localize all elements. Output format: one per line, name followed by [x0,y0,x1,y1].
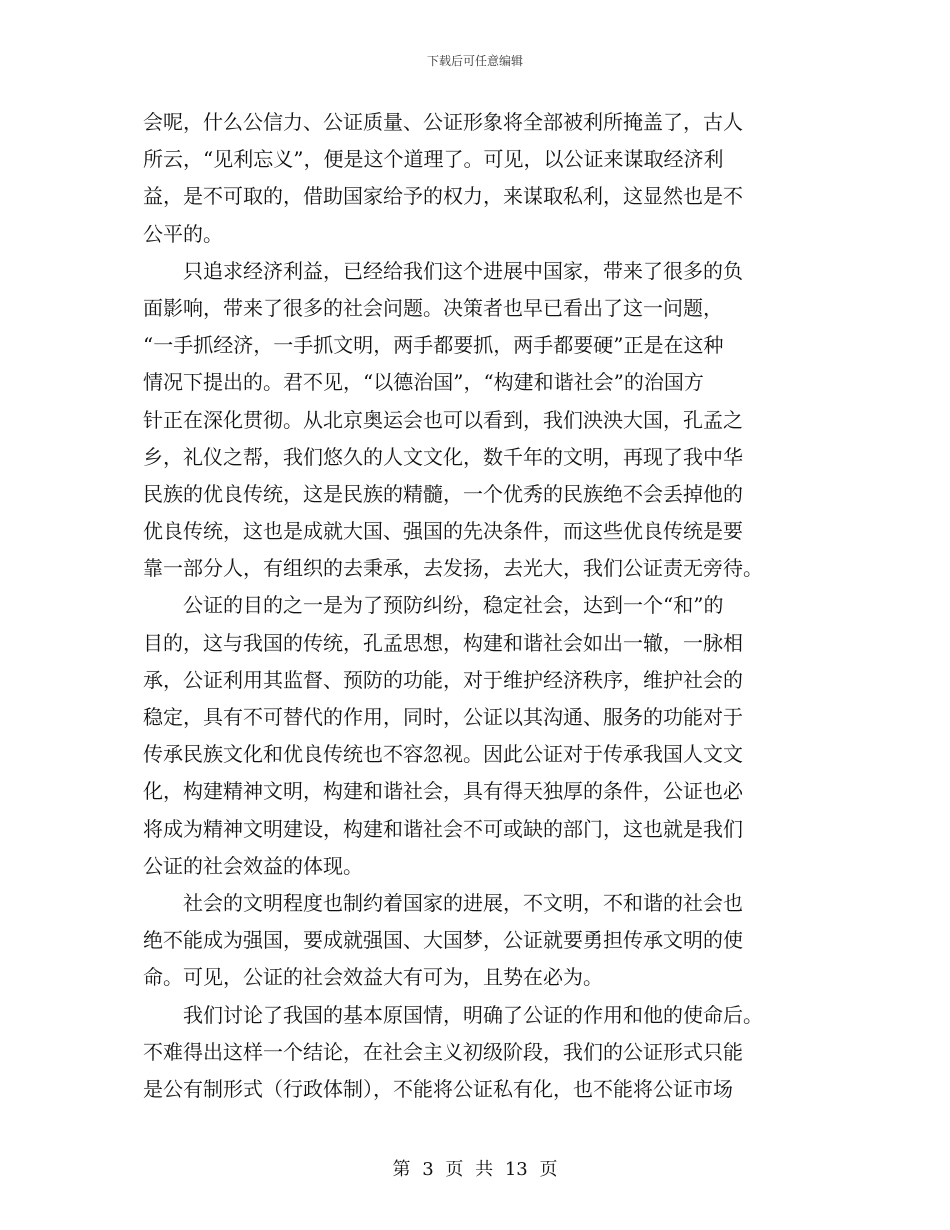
text-line: 稳定，具有不可替代的作用，同时，公证以其沟通、服务的功能对于 [143,705,743,729]
text-line: 所云，“见利忘义”，便是这个道理了。可见，以公证来谋取经济利 [143,147,724,172]
text-line: 益，是不可取的，借助国家给予的权力，来谋取私利，这显然也是不 [143,184,743,209]
page-number-footer: 第 3 页 共 13 页 [392,1159,558,1180]
text-line: 公平的。 [143,221,223,246]
text-line: 面影响，带来了很多的社会问题。决策者也早已看出了这一问题， [143,295,723,320]
page-header: 下载后可任意编辑 [426,54,523,68]
text-line: 目的，这与我国的传统，孔孟思想，构建和谐社会如出一辙，一脉相 [143,630,743,655]
text-line: 公证的目的之一是为了预防纠纷，稳定社会，达到一个“和”的 [143,593,724,618]
text-line: 是公有制形式（行政体制），不能将公证私有化，也不能将公证市场 [143,1076,733,1101]
text-line: 公证的社会效益的体现。 [143,853,363,878]
text-line: 靠一部分人，有组织的去秉承，去发扬，去光大，我们公证责无旁待。 [143,556,763,581]
text-line: 会呢，什么公信力、公证质量、公证形象将全部被利所掩盖了，古人 [143,110,743,134]
text-line: 绝不能成为强国，要成就强国、大国梦，公证就要勇担传承文明的使 [143,928,743,953]
text-line: 社会的文明程度也制约着国家的进展，不文明，不和谐的社会也 [143,890,743,915]
text-line: 情况下提出的。君不见，“以德治国”，“构建和谐社会”的治国方 [143,370,704,395]
text-line: 针正在深化贯彻。从北京奥运会也可以看到，我们泱泱大国，孔孟之 [143,407,743,432]
text-line: 命。可见，公证的社会效益大有可为，且势在必为。 [143,965,603,990]
text-line: 传承民族文化和优良传统也不容忽视。因此公证对于传承我国人文文 [143,742,743,767]
text-line: 不难得出这样一个结论，在社会主义初级阶段，我们的公证形式只能 [143,1039,743,1064]
text-line: “一手抓经济，一手抓文明，两手都要抓，两手都要硬”正是在这种 [143,333,724,358]
text-line: 我们讨论了我国的基本原国情，明确了公证的作用和他的使命后。 [143,1002,763,1027]
text-line: 乡，礼仪之帮，我们悠久的人文文化，数千年的文明，再现了我中华 [143,444,743,469]
text-line: 化，构建精神文明，构建和谐社会，具有得天独厚的条件，公证也必 [143,779,743,804]
text-line: 承，公证利用其监督、预防的功能，对于维护经济秩序，维护社会的 [143,667,743,692]
text-line: 民族的优良传统，这是民族的精髓，一个优秀的民族绝不会丢掉他的 [143,481,743,506]
text-line: 只追求经济利益，已经给我们这个进展中国家，带来了很多的负 [143,258,743,283]
document-body [143,104,809,1108]
text-line: 优良传统，这也是成就大国、强国的先决条件，而这些优良传统是要 [143,519,743,544]
text-line: 将成为精神文明建设，构建和谐社会不可或缺的部门，这也就是我们 [143,816,743,841]
